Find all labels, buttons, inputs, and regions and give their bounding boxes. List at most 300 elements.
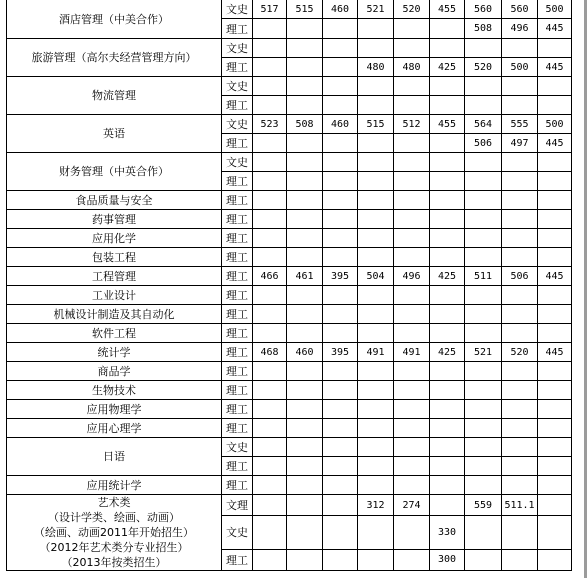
score-cell xyxy=(538,39,572,58)
score-cell xyxy=(430,134,465,153)
table-row xyxy=(7,419,572,438)
score-cell xyxy=(323,58,358,77)
score-cell: 466 xyxy=(253,267,287,286)
score-cell xyxy=(465,457,502,476)
score-cell xyxy=(430,362,465,381)
score-cell xyxy=(430,191,465,210)
score-cell xyxy=(430,210,465,229)
score-cell xyxy=(287,324,323,343)
score-cell xyxy=(287,39,323,58)
table-row xyxy=(7,0,572,19)
score-cell xyxy=(323,516,358,550)
score-cell xyxy=(287,476,323,495)
score-cell xyxy=(502,362,538,381)
subject-type-cell: 文史 xyxy=(222,438,253,457)
major-name-cell: 酒店管理（中美合作） xyxy=(7,0,222,39)
subject-type-cell: 文史 xyxy=(222,516,253,550)
score-cell xyxy=(465,153,502,172)
subject-type-cell: 理工 xyxy=(222,305,253,324)
score-cell xyxy=(538,381,572,400)
score-cell xyxy=(430,229,465,248)
score-cell xyxy=(323,381,358,400)
score-cell: 395 xyxy=(323,343,358,362)
score-cell xyxy=(430,438,465,457)
score-cell: 511.1 xyxy=(502,495,538,516)
score-cell xyxy=(253,516,287,550)
subject-type-cell: 文史 xyxy=(222,153,253,172)
score-cell xyxy=(502,476,538,495)
score-cell xyxy=(287,210,323,229)
score-cell xyxy=(287,229,323,248)
score-cell xyxy=(538,324,572,343)
score-cell xyxy=(502,381,538,400)
score-cell: 480 xyxy=(394,58,430,77)
score-cell xyxy=(253,286,287,305)
score-cell: 564 xyxy=(465,115,502,134)
score-cell xyxy=(253,153,287,172)
score-cell: 491 xyxy=(358,343,394,362)
score-cell xyxy=(502,549,538,570)
score-cell xyxy=(465,381,502,400)
score-cell: 497 xyxy=(502,134,538,153)
score-cell xyxy=(394,134,430,153)
score-cell xyxy=(253,58,287,77)
score-cell xyxy=(358,96,394,115)
score-cell xyxy=(394,172,430,191)
score-cell xyxy=(253,305,287,324)
score-cell xyxy=(358,153,394,172)
subject-type-cell: 理工 xyxy=(222,248,253,267)
score-cell xyxy=(287,305,323,324)
score-cell xyxy=(394,549,430,570)
score-cell xyxy=(253,39,287,58)
score-cell xyxy=(358,229,394,248)
score-cell xyxy=(465,400,502,419)
score-cell xyxy=(502,191,538,210)
score-cell xyxy=(323,324,358,343)
score-cell: 560 xyxy=(465,0,502,19)
score-cell xyxy=(323,495,358,516)
score-cell xyxy=(394,381,430,400)
score-cell xyxy=(430,305,465,324)
score-cell: 559 xyxy=(465,495,502,516)
subject-type-cell: 理工 xyxy=(222,210,253,229)
major-name-cell: 统计学 xyxy=(7,343,222,362)
admission-scores-table-wrapper xyxy=(6,0,572,571)
subject-type-cell: 理工 xyxy=(222,191,253,210)
major-name-cell: 英语 xyxy=(7,115,222,153)
score-cell: 395 xyxy=(323,267,358,286)
score-cell: 504 xyxy=(358,267,394,286)
major-name-cell: 软件工程 xyxy=(7,324,222,343)
score-cell xyxy=(358,305,394,324)
score-cell xyxy=(394,286,430,305)
major-name-cell: 商品学 xyxy=(7,362,222,381)
score-cell xyxy=(358,476,394,495)
table-row xyxy=(7,191,572,210)
score-cell: 455 xyxy=(430,0,465,19)
subject-type-cell: 文史 xyxy=(222,39,253,58)
score-cell xyxy=(323,549,358,570)
score-cell xyxy=(253,96,287,115)
major-name-cell: 生物技术 xyxy=(7,381,222,400)
subject-type-cell: 理工 xyxy=(222,229,253,248)
table-row xyxy=(7,324,572,343)
score-cell xyxy=(287,58,323,77)
score-cell xyxy=(358,419,394,438)
score-cell: 555 xyxy=(502,115,538,134)
score-cell xyxy=(465,77,502,96)
major-name-cell: 工程管理 xyxy=(7,267,222,286)
score-cell xyxy=(538,210,572,229)
score-cell xyxy=(323,286,358,305)
table-row xyxy=(7,495,572,516)
score-cell xyxy=(430,381,465,400)
score-cell xyxy=(465,191,502,210)
score-cell xyxy=(323,153,358,172)
score-cell xyxy=(323,77,358,96)
score-cell xyxy=(502,400,538,419)
score-cell xyxy=(323,19,358,39)
score-cell xyxy=(323,248,358,267)
table-row xyxy=(7,438,572,457)
score-cell xyxy=(465,39,502,58)
score-cell xyxy=(287,400,323,419)
score-cell xyxy=(394,476,430,495)
score-cell xyxy=(253,476,287,495)
score-cell: 506 xyxy=(465,134,502,153)
table-row xyxy=(7,400,572,419)
major-name-cell: 工业设计 xyxy=(7,286,222,305)
score-cell xyxy=(430,39,465,58)
score-cell xyxy=(502,229,538,248)
score-cell xyxy=(253,457,287,476)
score-cell xyxy=(465,305,502,324)
score-cell: 500 xyxy=(502,58,538,77)
score-cell xyxy=(323,419,358,438)
score-cell xyxy=(287,153,323,172)
score-cell xyxy=(358,19,394,39)
score-cell: 521 xyxy=(465,343,502,362)
score-cell xyxy=(394,153,430,172)
subject-type-cell: 理工 xyxy=(222,58,253,77)
score-cell xyxy=(358,516,394,550)
score-cell: 274 xyxy=(394,495,430,516)
subject-type-cell: 理工 xyxy=(222,381,253,400)
score-cell xyxy=(287,457,323,476)
table-row xyxy=(7,476,572,495)
score-cell xyxy=(253,134,287,153)
score-cell xyxy=(394,210,430,229)
score-cell xyxy=(287,172,323,191)
score-cell: 460 xyxy=(287,343,323,362)
table-row xyxy=(7,229,572,248)
subject-type-cell: 文史 xyxy=(222,115,253,134)
score-cell xyxy=(502,516,538,550)
score-cell xyxy=(538,362,572,381)
table-row xyxy=(7,362,572,381)
subject-type-cell: 理工 xyxy=(222,400,253,419)
score-cell xyxy=(253,400,287,419)
score-cell xyxy=(253,172,287,191)
score-cell xyxy=(538,495,572,516)
score-cell: 425 xyxy=(430,267,465,286)
score-cell: 480 xyxy=(358,58,394,77)
subject-type-cell: 理工 xyxy=(222,134,253,153)
score-cell xyxy=(394,516,430,550)
table-row xyxy=(7,248,572,267)
table-row xyxy=(7,305,572,324)
score-cell xyxy=(394,248,430,267)
score-cell xyxy=(465,419,502,438)
score-cell xyxy=(502,153,538,172)
score-cell: 460 xyxy=(323,115,358,134)
subject-type-cell: 理工 xyxy=(222,19,253,39)
score-cell xyxy=(394,362,430,381)
score-cell xyxy=(394,96,430,115)
score-cell xyxy=(358,362,394,381)
subject-type-cell: 理工 xyxy=(222,96,253,115)
score-cell: 515 xyxy=(287,0,323,19)
score-cell: 521 xyxy=(358,0,394,19)
score-cell xyxy=(253,438,287,457)
score-cell: 496 xyxy=(394,267,430,286)
score-cell xyxy=(502,419,538,438)
score-cell xyxy=(394,77,430,96)
score-cell xyxy=(358,549,394,570)
score-cell xyxy=(253,191,287,210)
score-cell: 496 xyxy=(502,19,538,39)
score-cell xyxy=(358,324,394,343)
score-cell xyxy=(253,77,287,96)
score-cell: 523 xyxy=(253,115,287,134)
score-cell xyxy=(253,248,287,267)
subject-type-cell: 理工 xyxy=(222,343,253,362)
score-cell: 460 xyxy=(323,0,358,19)
score-cell xyxy=(465,476,502,495)
score-cell xyxy=(430,96,465,115)
score-cell xyxy=(538,172,572,191)
score-cell xyxy=(287,191,323,210)
score-cell xyxy=(253,381,287,400)
score-cell xyxy=(430,476,465,495)
score-cell xyxy=(538,516,572,550)
score-cell xyxy=(287,96,323,115)
score-cell xyxy=(287,549,323,570)
table-row xyxy=(7,267,572,286)
score-cell xyxy=(394,400,430,419)
score-cell xyxy=(538,400,572,419)
score-cell: 511 xyxy=(465,267,502,286)
major-name-cell: 旅游管理（高尔夫经营管理方向） xyxy=(7,39,222,77)
table-row xyxy=(7,115,572,134)
score-cell xyxy=(394,305,430,324)
score-cell xyxy=(538,153,572,172)
subject-type-cell: 文理 xyxy=(222,495,253,516)
score-cell xyxy=(394,438,430,457)
score-cell xyxy=(394,419,430,438)
score-cell xyxy=(358,400,394,419)
score-cell xyxy=(253,229,287,248)
score-cell xyxy=(358,172,394,191)
score-cell xyxy=(538,457,572,476)
score-cell xyxy=(323,362,358,381)
score-cell xyxy=(430,153,465,172)
score-cell xyxy=(253,19,287,39)
subject-type-cell: 理工 xyxy=(222,419,253,438)
score-cell xyxy=(465,362,502,381)
score-cell: 468 xyxy=(253,343,287,362)
score-cell: 455 xyxy=(430,115,465,134)
score-cell xyxy=(502,96,538,115)
score-cell: 425 xyxy=(430,343,465,362)
score-cell xyxy=(253,324,287,343)
table-row xyxy=(7,286,572,305)
major-name-cell: 财务管理（中英合作） xyxy=(7,153,222,191)
score-cell xyxy=(358,210,394,229)
score-cell xyxy=(465,96,502,115)
score-cell xyxy=(502,248,538,267)
score-cell xyxy=(538,191,572,210)
score-cell xyxy=(287,381,323,400)
score-cell xyxy=(502,324,538,343)
score-cell: 300 xyxy=(430,549,465,570)
score-cell xyxy=(538,549,572,570)
score-cell xyxy=(287,248,323,267)
score-cell xyxy=(430,324,465,343)
score-cell: 508 xyxy=(465,19,502,39)
score-cell xyxy=(323,172,358,191)
score-cell xyxy=(465,172,502,191)
score-cell xyxy=(253,495,287,516)
major-name-cell: 物流管理 xyxy=(7,77,222,115)
score-cell xyxy=(323,305,358,324)
score-cell xyxy=(502,77,538,96)
score-cell xyxy=(502,457,538,476)
score-cell xyxy=(538,248,572,267)
score-cell: 520 xyxy=(502,343,538,362)
score-cell xyxy=(502,172,538,191)
score-cell xyxy=(538,96,572,115)
score-cell xyxy=(323,457,358,476)
score-cell xyxy=(430,19,465,39)
score-cell xyxy=(358,191,394,210)
score-cell: 445 xyxy=(538,343,572,362)
score-cell xyxy=(502,286,538,305)
major-name-cell: 日语 xyxy=(7,438,222,476)
subject-type-cell: 理工 xyxy=(222,476,253,495)
score-cell: 445 xyxy=(538,267,572,286)
score-cell xyxy=(538,419,572,438)
major-name-cell: 药事管理 xyxy=(7,210,222,229)
score-cell: 500 xyxy=(538,0,572,19)
score-cell xyxy=(253,362,287,381)
score-cell xyxy=(287,419,323,438)
major-name-cell: 食品质量与安全 xyxy=(7,191,222,210)
score-cell xyxy=(287,362,323,381)
score-cell: 461 xyxy=(287,267,323,286)
score-cell xyxy=(394,19,430,39)
score-cell xyxy=(323,476,358,495)
score-cell: 330 xyxy=(430,516,465,550)
score-cell xyxy=(394,191,430,210)
table-body xyxy=(7,0,572,571)
score-cell xyxy=(253,210,287,229)
subject-type-cell: 理工 xyxy=(222,267,253,286)
major-name-cell: 应用心理学 xyxy=(7,419,222,438)
score-cell xyxy=(538,305,572,324)
score-cell xyxy=(287,516,323,550)
table-row xyxy=(7,153,572,172)
score-cell xyxy=(465,248,502,267)
score-cell xyxy=(358,39,394,58)
table-row xyxy=(7,343,572,362)
score-cell: 425 xyxy=(430,58,465,77)
score-cell xyxy=(323,191,358,210)
score-cell xyxy=(465,229,502,248)
score-cell xyxy=(323,134,358,153)
score-cell xyxy=(323,96,358,115)
score-cell xyxy=(538,229,572,248)
score-cell xyxy=(287,19,323,39)
score-cell xyxy=(394,457,430,476)
score-cell: 560 xyxy=(502,0,538,19)
score-cell: 520 xyxy=(394,0,430,19)
score-cell xyxy=(430,248,465,267)
score-cell xyxy=(323,229,358,248)
score-cell xyxy=(323,39,358,58)
score-cell xyxy=(430,286,465,305)
score-cell xyxy=(287,495,323,516)
score-cell: 512 xyxy=(394,115,430,134)
score-cell xyxy=(430,457,465,476)
score-cell xyxy=(430,77,465,96)
score-cell: 500 xyxy=(538,115,572,134)
table-row xyxy=(7,77,572,96)
subject-type-cell: 理工 xyxy=(222,172,253,191)
score-cell xyxy=(323,210,358,229)
score-cell xyxy=(287,438,323,457)
score-cell xyxy=(394,229,430,248)
score-cell xyxy=(394,324,430,343)
score-cell xyxy=(430,419,465,438)
score-cell: 520 xyxy=(465,58,502,77)
score-cell xyxy=(323,400,358,419)
score-cell xyxy=(538,476,572,495)
subject-type-cell: 理工 xyxy=(222,549,253,570)
admission-scores-table xyxy=(6,0,572,571)
score-cell xyxy=(358,381,394,400)
score-cell xyxy=(465,549,502,570)
score-cell: 445 xyxy=(538,134,572,153)
score-cell xyxy=(358,134,394,153)
score-cell xyxy=(323,438,358,457)
score-cell xyxy=(430,495,465,516)
score-cell xyxy=(430,172,465,191)
major-name-cell: 包装工程 xyxy=(7,248,222,267)
major-name-cell: 应用统计学 xyxy=(7,476,222,495)
score-cell xyxy=(502,39,538,58)
table-row xyxy=(7,381,572,400)
score-cell xyxy=(358,286,394,305)
score-cell xyxy=(465,324,502,343)
score-cell: 506 xyxy=(502,267,538,286)
score-cell xyxy=(358,248,394,267)
subject-type-cell: 文史 xyxy=(222,77,253,96)
score-cell: 508 xyxy=(287,115,323,134)
score-cell xyxy=(253,549,287,570)
subject-type-cell: 理工 xyxy=(222,324,253,343)
